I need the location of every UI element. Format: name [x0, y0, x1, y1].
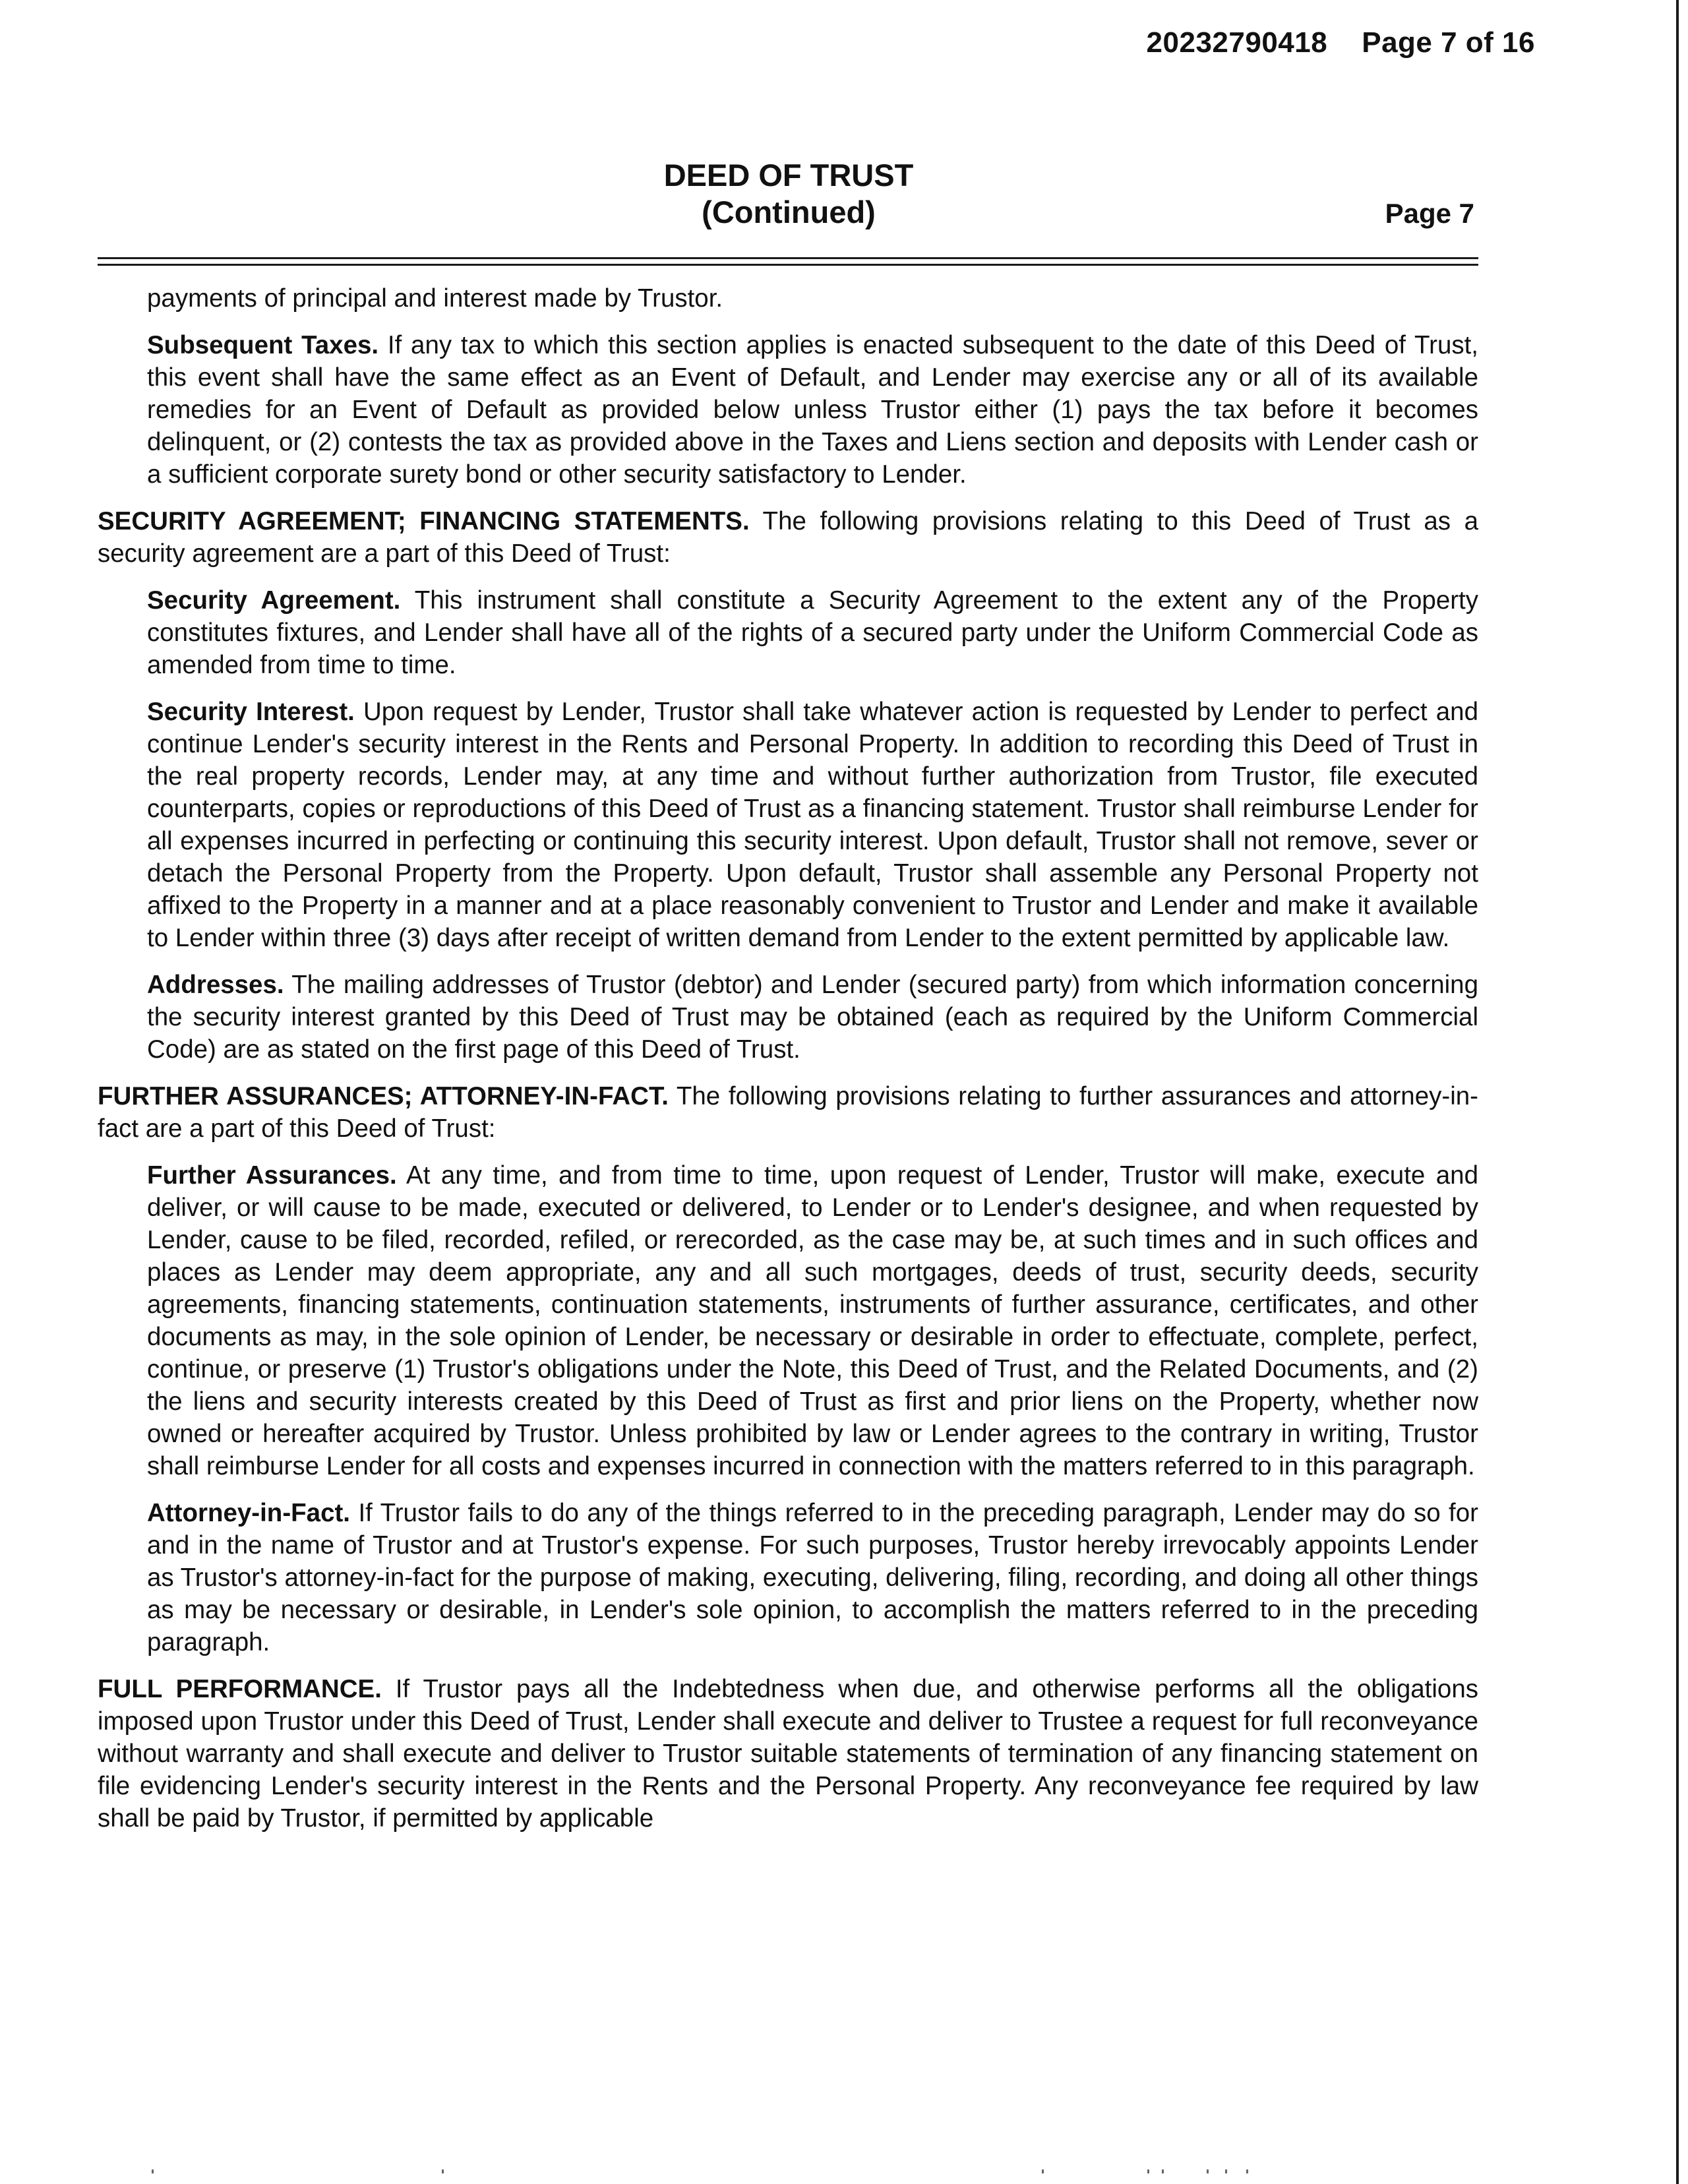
section-text: If Trustor pays all the Indebtedness when due, and otherwise performs all the obligations imposed upon Trustor under this Deed of Trust, Lender shall execute and deliver to Trustee a request for full reconveyance without warranty and shall execute and deliver to Trustor suitable statements of termination of any financing statement on file evidencing Lender's security interest in the Rents and the Personal Property. Any reconveyance fee required by law shall be paid by Trustor, if permitted by applicable: [98, 1675, 1478, 1833]
scan-speck: [442, 2169, 444, 2173]
paragraph-heading: Subsequent Taxes.: [147, 331, 379, 359]
paragraph-security-interest: [147, 696, 1478, 954]
scan-speck: [1147, 2169, 1149, 2173]
scan-speck: [1225, 2169, 1227, 2173]
page-of-count: Page 7 of 16: [1362, 26, 1535, 59]
paragraph-attorney-in-fact: [147, 1497, 1478, 1658]
paragraph-security-agreement: [147, 584, 1478, 681]
section-full-performance: [98, 1673, 1478, 1835]
section-text: The following provisions relating to further assurances and attorney-in-fact are a part of this Deed of Trust:: [98, 1082, 1478, 1143]
document-id-header: [1147, 26, 1535, 59]
document-number: 20232790418: [1146, 26, 1328, 59]
section-heading: SECURITY AGREEMENT; FINANCING STATEMENTS.: [98, 507, 750, 535]
section-further-assurances: [98, 1080, 1478, 1145]
section-text: The following provisions relating to this Deed of Trust as a security agreement are a part of this Deed of Trust:: [98, 507, 1479, 568]
document-title: DEED OF TRUST: [663, 158, 914, 193]
scan-speck: [1207, 2169, 1209, 2173]
paragraph-text: At any time, and from time to time, upon request of Lender, Trustor will make, execute and deliver, or will cause to be made, executed or delivered, to Lender or to Lender's designee, and when requested by Lender, cause to be filed, recorded, refiled, or rerecorded, as the case may be, at such times and in such offices and places as Lender may deem appropriate, any and all such mortgages, deeds of trust, security deeds, security agreements, financing statements, continuation statements, instruments of further assurance, certificates, and other documents as may, in the sole opinion of Lender, be necessary or desirable in order to effectuate, complete, perfect, continue, or preserve (1) Trustor's obligations under the Note, this Deed of Trust, and the Related Documents, and (2) the liens and security interests created by this Deed of Trust as first and prior liens on the Property, whether now owned or hereafter acquired by Trustor. Unless prohibited by law or Lender agrees to the contrary in writing, Trustor shall reimburse Lender for all costs and expenses incurred in connection with the matters referred to in this paragraph.: [147, 1161, 1478, 1480]
paragraph-text: If Trustor fails to do any of the things referred to in the preceding paragraph, Lender may do so for and in the name of Trustor and at Trustor's expense. For such purposes, Trustor hereby irrevocably appoints Lender as Trustor's attorney-in-fact for the purpose of making, executing, delivering, filing, recording, and doing all other things as may be necessary or desirable, in Lender's sole opinion, to accomplish the matters referred to in the preceding paragraph.: [147, 1499, 1478, 1656]
paragraph-text: payments of principal and interest made by Trustor.: [147, 284, 723, 313]
header-rule-bottom: [98, 264, 1478, 266]
paragraph-text: If any tax to which this section applies is enacted subsequent to the date of this Deed of Trust, this event shall have the same effect as an Event of Default, and Lender may exercise any or all of its available remedies for an Event of Default as provided below unless Trustor either (1) pays the tax before it becomes delinquent, or (2) contests the tax as provided above in the Taxes and Liens section and deposits with Lender cash or a sufficient corporate surety bond or other security satisfactory to Lender.: [147, 331, 1478, 489]
paragraph-heading: Security Interest.: [147, 698, 355, 726]
section-security-agreement: [98, 505, 1478, 570]
paragraph-heading: Attorney-in-Fact.: [147, 1499, 350, 1527]
scan-edge-line: [1676, 0, 1679, 2184]
section-heading: FURTHER ASSURANCES; ATTORNEY-IN-FACT.: [98, 1082, 669, 1110]
scan-speck: [1246, 2169, 1248, 2173]
scan-speck: [1162, 2169, 1164, 2173]
paragraph-heading: Security Agreement.: [147, 586, 401, 615]
section-heading: FULL PERFORMANCE.: [98, 1675, 382, 1703]
paragraph-heading: Addresses.: [147, 971, 284, 999]
document-subtitle: (Continued): [702, 195, 876, 229]
document-body: [98, 282, 1478, 1849]
scan-speck: [1042, 2169, 1044, 2173]
paragraph-heading: Further Assurances.: [147, 1161, 397, 1190]
document-title-block: [0, 157, 1577, 231]
scan-speck: [152, 2169, 154, 2173]
paragraph-continuation: [147, 282, 1478, 315]
paragraph-text: The mailing addresses of Trustor (debtor) and Lender (secured party) from which information concerning the security interest granted by this Deed of Trust may be obtained (each as required by the Uniform Commercial Code) are as stated on the first page of this Deed of Trust.: [147, 971, 1478, 1064]
page-label: Page 7: [1385, 198, 1474, 229]
paragraph-text: Upon request by Lender, Trustor shall take whatever action is requested by Lender to perfect and continue Lender's security interest in the Rents and Personal Property. In addition to recording this Deed of Trust in the real property records, Lender may, at any time and without further authorization from Trustor, file executed counterparts, copies or reproductions of this Deed of Trust as a financing statement. Trustor shall reimburse Lender for all expenses incurred in perfecting or continuing this security interest. Upon default, Trustor shall not remove, sever or detach the Personal Property from the Property. Upon default, Trustor shall assemble any Personal Property not affixed to the Property in a manner and at a place reasonably convenient to Trustor and Lender and make it available to Lender within three (3) days after receipt of written demand from Lender to the extent permitted by applicable law.: [147, 698, 1478, 952]
scan-artifacts: [0, 2169, 1688, 2176]
paragraph-further-assurances: [147, 1159, 1478, 1482]
paragraph-subsequent-taxes: [147, 329, 1478, 491]
header-rule-top: [98, 257, 1478, 259]
paragraph-addresses: [147, 969, 1478, 1066]
paragraph-text: This instrument shall constitute a Security Agreement to the extent any of the Property constitutes fixtures, and Lender shall have all of the rights of a secured party under the Uniform Commercial Code as amended from time to time.: [147, 586, 1478, 679]
